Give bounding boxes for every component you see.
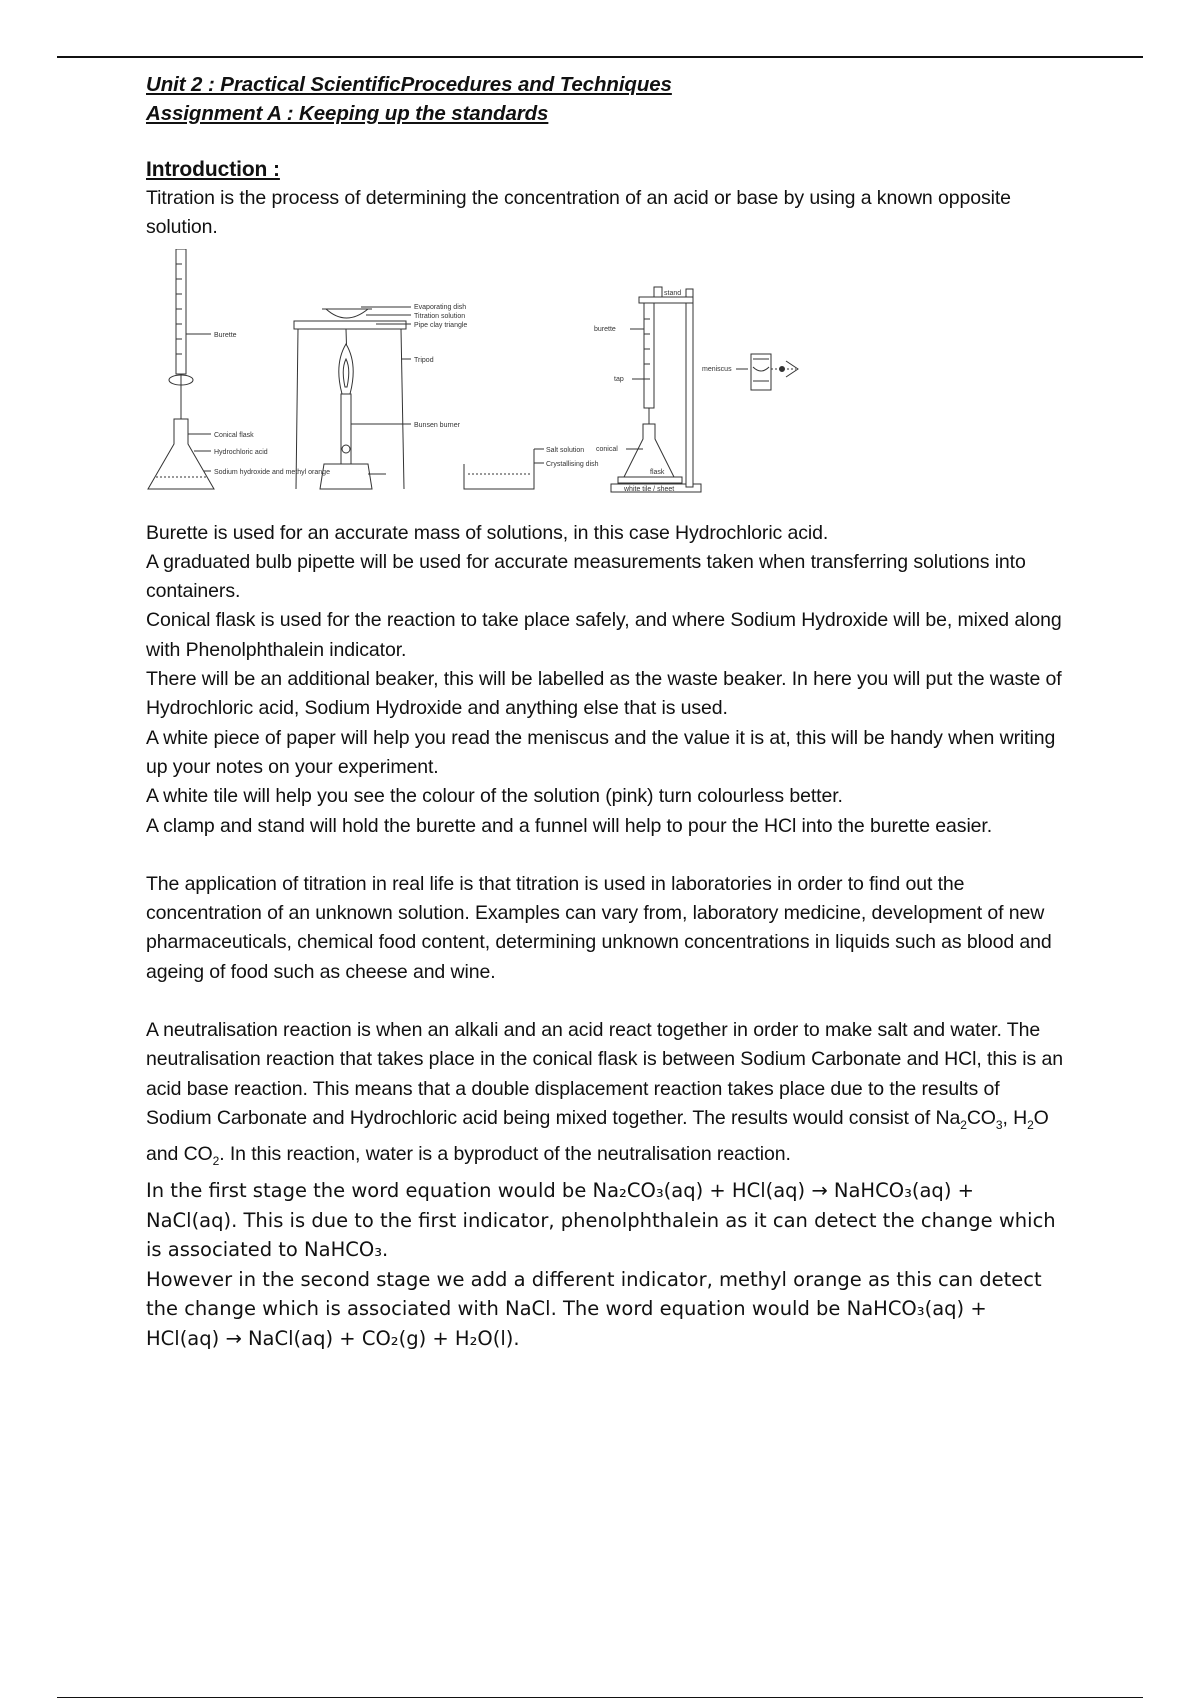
meniscus-drawing: [736, 354, 798, 390]
equipment-list: [146, 519, 1066, 841]
label-stand: stand: [664, 289, 682, 297]
equipment-line: A white piece of paper will help you read the meniscus and the value it is at, this will be handy when writing up your notes on your experiment.: [146, 726, 1056, 778]
neutralisation-paragraph: A neutralisation reaction is when an alkali and an acid react together in order to make salt and water. The neutralisation reaction that takes place in the conical flask is between Sodium Carbonate and HCl, this is an acid base reaction. This means that a double displacement reaction takes place due to the results of Sodium Carbonate and Hydrochloric acid being mixed together. The results would consist of $Na_2CO_3$, $H_2O$ and $CO_2$. In this reaction, water is a byproduct of the neutralisation reaction.: [146, 1019, 1063, 1169]
apparatus-diagram: [146, 249, 1066, 519]
equipment-line: Conical flask is used for the reaction to take place safely, and where Sodium Hydroxide will be, mixed along with Phenolphthalein indicator.: [146, 609, 1062, 661]
equations-section: [146, 1176, 1066, 1353]
label-salt-solution: Salt solution: [546, 446, 585, 454]
label-evaporating-dish: Evaporating dish: [414, 303, 467, 311]
crystallising-dish-drawing: [464, 449, 544, 489]
label-sodium-hydroxide: Sodium hydroxide and methyl orange: [214, 468, 330, 476]
stage1-equation: In the first stage the word equation would be Na₂CO₃(aq) + HCl(aq) → NaHCO₃(aq) + NaCl(aq). This is due to the first indicator, phenolphthalein as it can detect the change which is associated to NaHCO₃.: [146, 1179, 1056, 1262]
assignment-title: Assignment A : Keeping up the standards: [146, 102, 549, 125]
document-body: [146, 70, 1066, 1353]
application-paragraph: The application of titration in real life is that titration is used in laboratories in order to find out the concentration of an unknown solution. Examples can vary from, laboratory medicine, development of new pharmaceuticals, chemical food content, determining unknown concentrations in liquids such as blood and ageing of food such as cheese and wine.: [146, 872, 1052, 983]
tripod-drawing: [294, 307, 411, 489]
titration-apparatus-figure: [146, 249, 1066, 519]
label-titration-solution: Titration solution: [414, 312, 466, 320]
introduction-text: Titration is the process of determining the concentration of an acid or base by using a known opposite solution.: [146, 187, 1011, 239]
label-conical: conical: [596, 445, 618, 453]
label-tap: tap: [614, 375, 624, 383]
equipment-line: There will be an additional beaker, this will be labelled as the waste beaker. In here you will put the waste of Hydrochloric acid, Sodium Hydroxide and anything else that is used.: [146, 668, 1062, 720]
unit-title: Unit 2 : Practical ScientificProcedures and Techniques: [146, 73, 672, 96]
label-pipe-clay-triangle: Pipe clay triangle: [414, 321, 468, 329]
stage2-equation: However in the second stage we add a different indicator, methyl orange as this can detect the change which is associated with NaCl. The word equation would be NaHCO₃(aq) + HCl(aq) → NaCl(aq) + CO₂(g) + H₂O(l).: [146, 1267, 1042, 1350]
label-burette-right: burette: [594, 325, 616, 333]
label-flask: flask: [650, 468, 665, 476]
label-crystallising-dish: Crystallising dish: [546, 460, 599, 468]
bottom-rule: [57, 1697, 1143, 1698]
label-white-tile: white tile / sheet: [624, 485, 675, 493]
bunsen-burner-drawing: [320, 344, 411, 489]
equipment-line: Burette is used for an accurate mass of solutions, in this case Hydrochloric acid.: [146, 521, 829, 544]
label-burette: Burette: [214, 331, 237, 339]
top-rule: [57, 56, 1143, 58]
equipment-line: A white tile will help you see the colour of the solution (pink) turn colourless better.: [146, 785, 843, 808]
label-bunsen-burner: Bunsen burner: [414, 421, 460, 429]
equipment-line: A clamp and stand will hold the burette and a funnel will help to pour the HCl into the burette easier.: [146, 814, 993, 837]
equipment-line: A graduated bulb pipette will be used for accurate measurements taken when transferring solutions into containers.: [146, 550, 1026, 603]
introduction-heading: Introduction :: [146, 158, 280, 181]
stand-burette-drawing: [611, 287, 701, 492]
label-tripod: Tripod: [414, 356, 434, 364]
label-hydrochloric-acid: Hydrochloric acid: [214, 448, 268, 456]
label-conical-flask: Conical flask: [214, 431, 254, 439]
label-meniscus: meniscus: [702, 365, 732, 373]
